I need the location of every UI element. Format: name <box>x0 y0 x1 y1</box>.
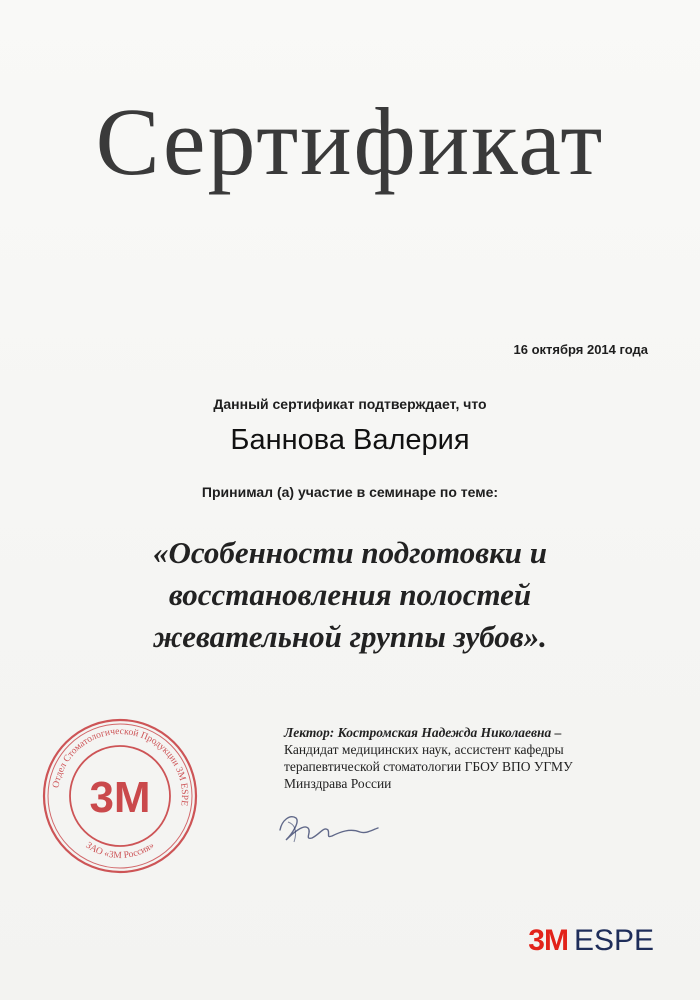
certificate-date: 16 октября 2014 года <box>513 342 648 357</box>
stamp-ring-bottom-text: ЗАО «3М Россия» <box>83 839 157 862</box>
topic-line: «Особенности подготовки и <box>152 535 548 570</box>
lecturer-credential: терапевтической стоматологии ГБОУ ВПО УГМУ <box>284 759 573 774</box>
lecturer-name: Костромская Надежда Николаевна – <box>337 725 562 740</box>
participation-text: Принимал (а) участие в семинаре по теме: <box>201 484 499 500</box>
topic-line: жевательной группы зубов». <box>153 619 547 654</box>
stamp-logo: 3M <box>89 773 151 822</box>
confirm-text: Данный сертификат подтверждает, что <box>213 396 487 412</box>
lecturer-block <box>284 724 664 792</box>
lecturer-heading <box>284 724 664 741</box>
brand-espe-text: ESPE <box>573 924 654 957</box>
seminar-topic <box>60 532 640 658</box>
brand-logo <box>528 924 654 958</box>
lecturer-signature <box>268 800 388 860</box>
lecturer-credential: Кандидат медицинских наук, ассистент кафедры <box>284 742 564 757</box>
lecturer-label: Лектор: <box>284 725 335 740</box>
recipient-name: Баннова Валерия <box>230 424 470 456</box>
certificate-title: Сертификат <box>95 88 605 195</box>
stamp-seal <box>40 716 200 876</box>
brand-3m-mark: 3M <box>528 924 568 957</box>
topic-line: восстановления полостей <box>168 577 532 612</box>
stamp-ring-text: Отдел Стоматологической Продукции 3М ESPE <box>50 725 191 807</box>
lecturer-credential: Минздрава России <box>284 776 392 791</box>
